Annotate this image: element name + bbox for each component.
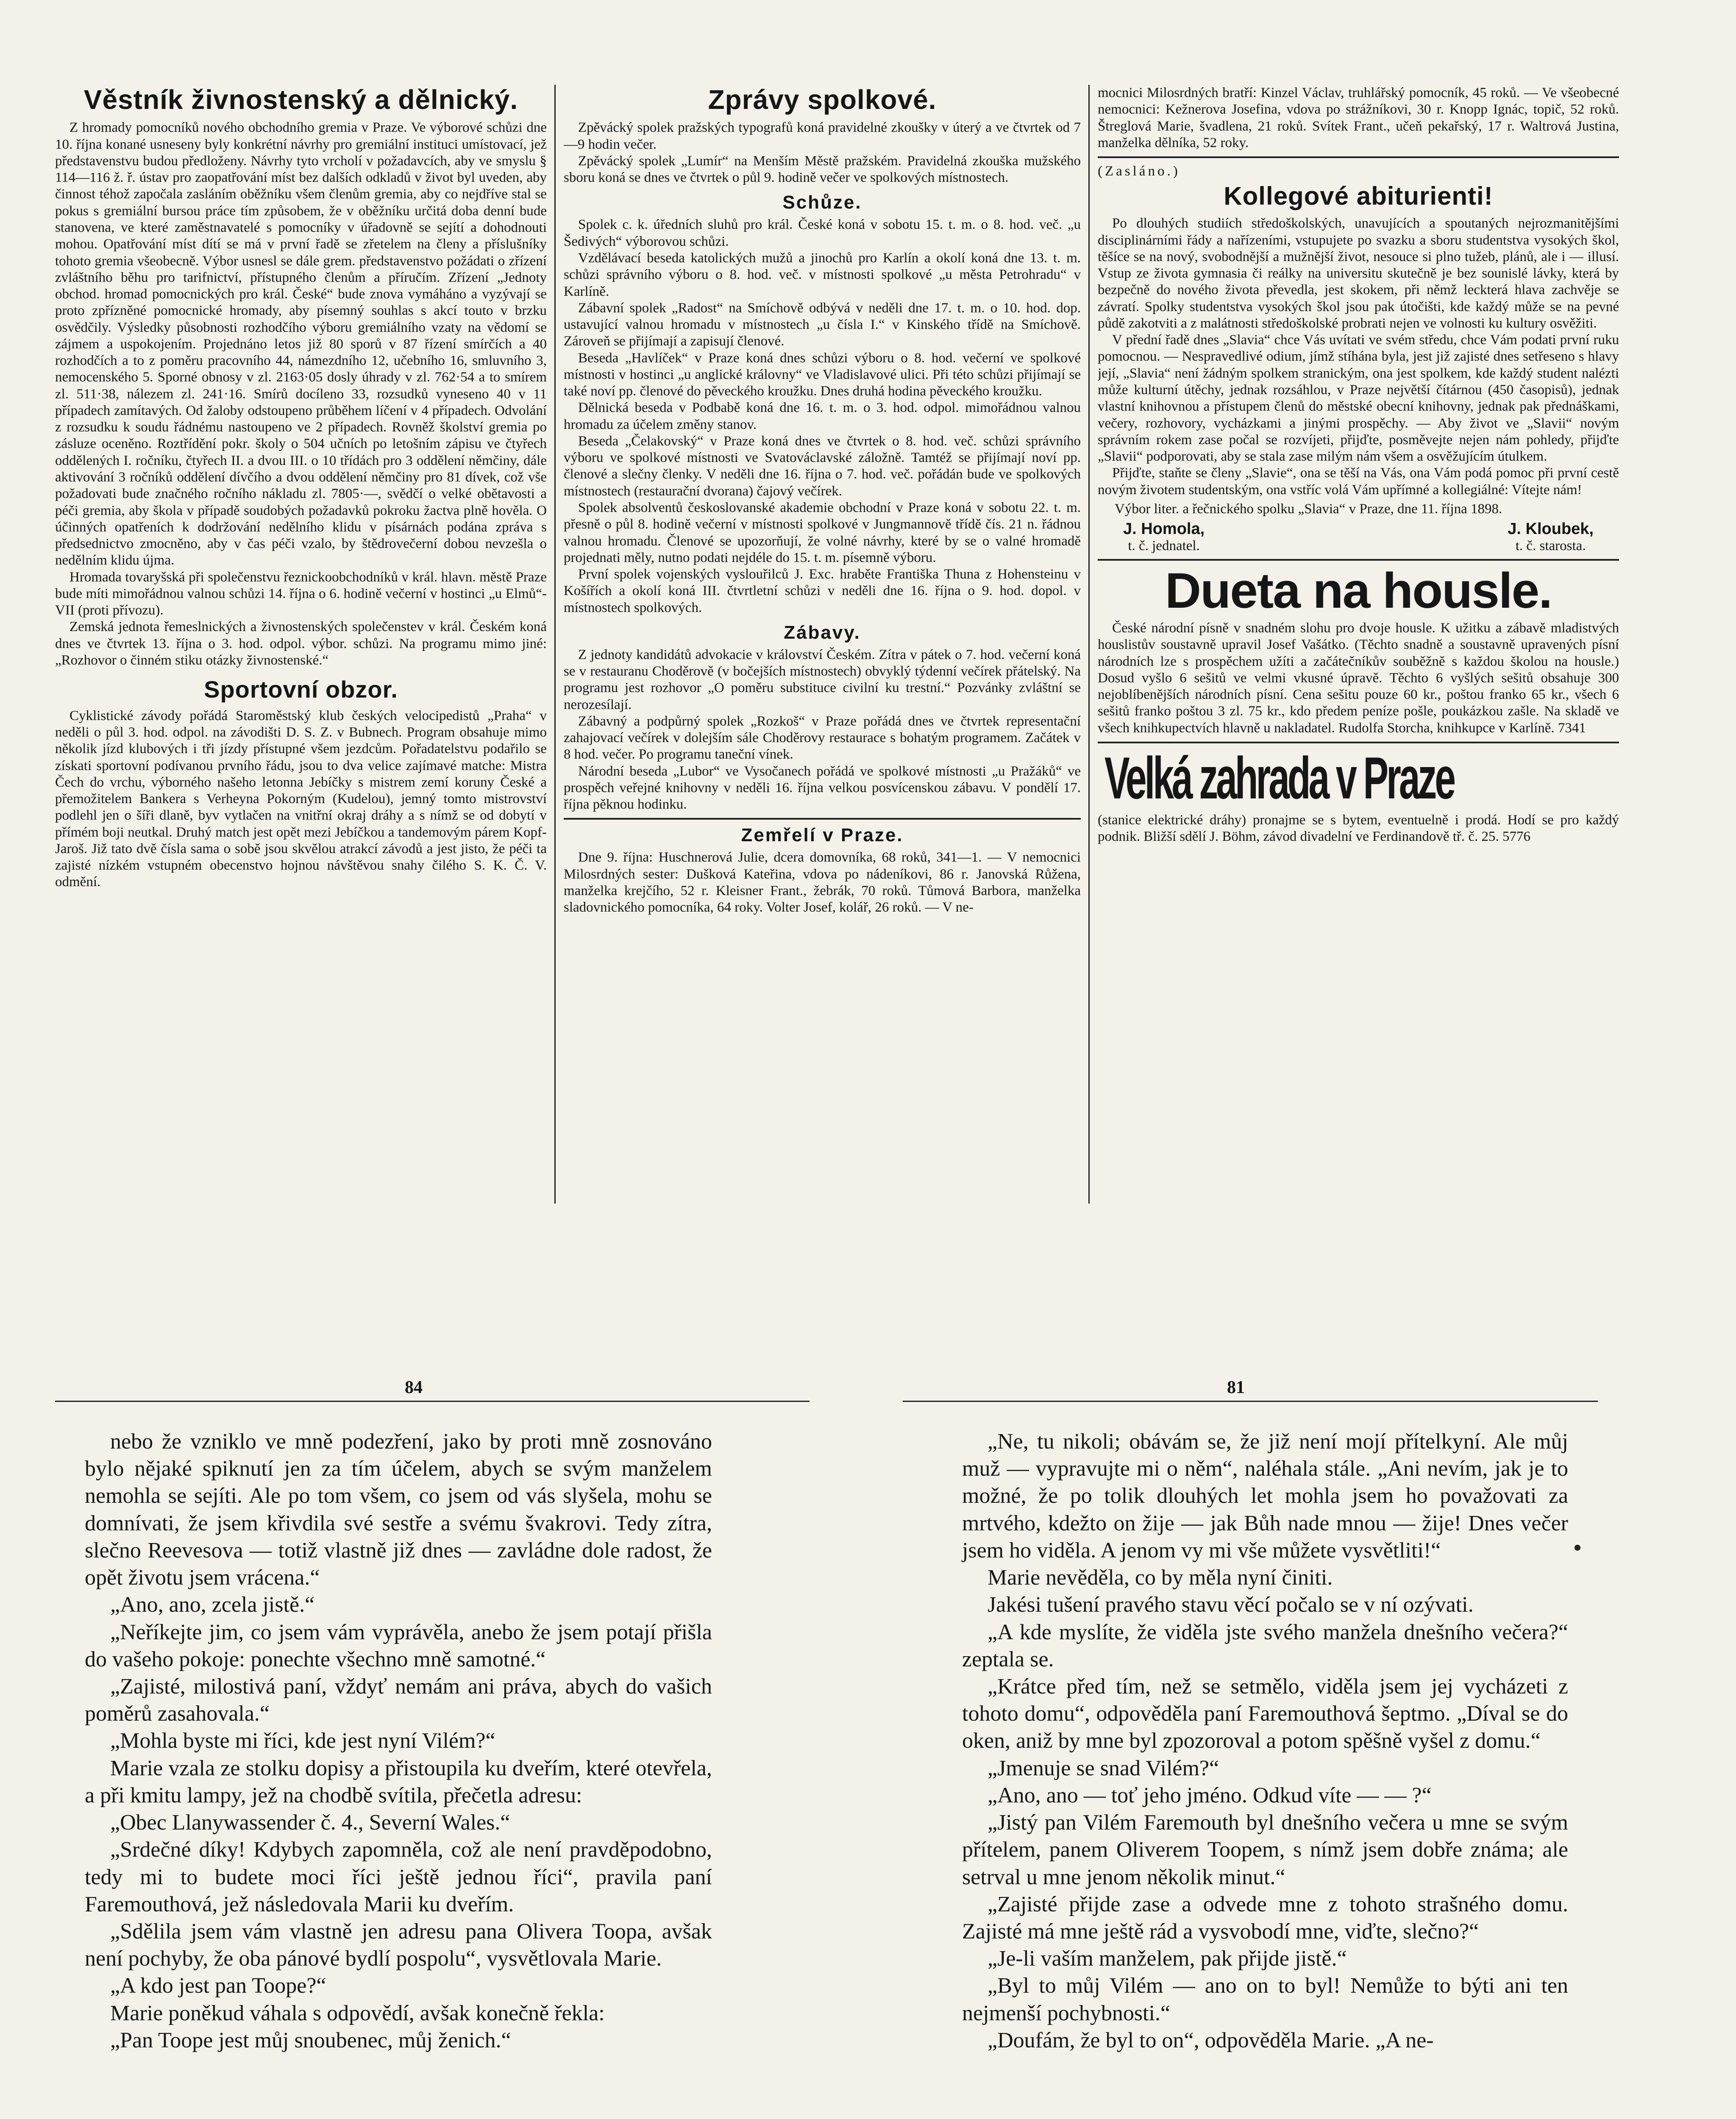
news-paragraph: Národní beseda „Lubor“ ve Vysočanech pořádá ve spolkové místnosti „u Pražáků“ ve prospěch veřejné knihovny v neděli 16. října velkou posvícenskou zábavu. V pondělí 17. října pěknou hodinku. [564, 763, 1081, 812]
news-paragraph: Zábavný a podpůrný spolek „Rozkoš“ v Praze pořádá dnes ve čtvrtek representační zahajovací večírek v dolejším sále Choděrovy restaurace s bohatým programem. Začátek v 8 hod. večer. Po programu taneční vínek. [564, 713, 1081, 762]
news-paragraph: Přijďte, staňte se členy „Slavie“, ona se těší na Vás, ona Vám podá pomoc při první cestě novým životem studentským, ona vstříc volá Vám upřímné a kollegiálné: Vítejte nám! [1098, 465, 1619, 498]
news-paragraph: Hromada tovaryšská při společenstvu řeznickoobchodníků v král. hlavn. městě Praze bude míti mimořádnou valnou schůzi 14. října o 6. hodině večerní v hostinci „u Elmů“-VII (proti přívozu). [55, 569, 547, 618]
signature-right [1508, 520, 1594, 554]
news-paragraph: Zábavní spolek „Radost“ na Smíchově odbývá v neděli dne 17. t. m. o 10. hod. dop. ustavující valnou hromadu v místnostech „u čísla I.“ v Kinského třídě na Smíchově. Zároveň se přijímají a zapisují členové. [564, 300, 1081, 349]
ad-paragraph: (stanice elektrické dráhy) pronajme se s bytem, eventuelně i prodá. Hodí se pro každý podnik. Bližší sdělí J. Böhm, závod divadelní ve Ferdinandově tř. č. 25. 5776 [1098, 812, 1619, 845]
news-paragraph: Z hromady pomocníků nového obchodního gremia v Praze. Ve výborové schůzi dne 10. října konané usneseny byly konkrétní návrhy pro gremiální instituci umístovací, jež představenstvu budou předloženy. Návrhy tyto vrcholí v požadavcích, aby ve smyslu § 114—116 ž. ř. ústav pro zaopatřování míst bez dalších odkladů v život byl uveden, aby činnost téhož započala zasláním oběžníku všem členům gremia, aby co nejdříve stal se pokus s gremiální bursou práce tím způsobem, že v oběžníku určitá doba denní bude stanovena, ve které zaměstnavatelé s pomocníky v úřadovně se sejítí a dohodnouti mohou. Opatřování míst dítí se má v první řadě se zřetelem na členy a příslušníky tohoto gremia všeobecně. Výbor usnesl se dále grem. představenstvo požádati o zřízení zvláštního běhu pro tarifnictví, přístupného členům a příručím. Zřízení „Jednoty obchod. hromad pomocnických pro král. České“ bude znova vymáháno a vyzývají se proto zpřízněné pomocnické hromady, aby písemný souhlas s akcí touto v brzku osvědčily. Výsledky působnosti rozhodčího výboru gremiálního vzaty na vědomí se zájmem a uspokojením. Projednáno letos již 80 sporů v 87 řízení smírčích a 40 rozhodčích a to z poměru pracovního 44, námezdního 12, učebního 16, smluvního 3, nemocenského 5. Sporné obnosy v zl. 2163·05 dosly úhrady v zl. 762·54 a to smírem zl. 511·38, nálezem zl. 241·16. Smírů docíleno 33, rozsudků vyneseno 40 v 11 případech zamítavých. Od žaloby odstoupeno průběhem líčení v 4 případech. Odvolání z rozsudku k soudu řádnému nastoupeno ve 2 případech. Rovněž školství gremia po zásluze oceněno. Roztřídění pokr. školy o 504 učních po letošním zápisu ve čtyřech oddělených I. ročníku, čtyřech II. a dvou III. o 10 třídách pro 3 oddělení němčiny, dále aktivování 3 ročníků oddělení dívčího a dvou oddělení němčiny pro 81 dívek, což vše požadovati bude značného ročního nákladu zl. 7805·—, svědčí o velké obětavosti a péči gremia, aby škola v případě soudobých požadavků pokroku žactva plně hověla. O účinných opatřeních k dodržování nedělního klidu v písárnách podána zpráva s předsednictvo zmocněno, aby v čas péči vzalo, by štědrovečerní dobou nevzešla o nedělním klidu újma. [55, 120, 547, 568]
news-paragraph: Zpěvácký spolek „Lumír“ na Menším Městě pražském. Pravidelná zkouška mužského sboru koná se dnes ve čtvrtek o půl 9. hodině večer ve spolkových místnostech. [564, 153, 1081, 186]
subsection-title-deaths: Zemřelí v Praze. [741, 825, 904, 846]
story-paragraph: Jakési tušení pravého stavu věcí počalo se v ní ozývati. [988, 1593, 1474, 1617]
news-paragraph: Vzdělávací beseda katolických mužů a jinochů pro Karlín a okolí koná dne 13. t. m. schůzi správního výboru o 8. hod. več. v místnosti spolkové „u města Petrohradu“ v Karlíně. [564, 250, 1081, 299]
news-paragraph: Zemská jednota řemeslnických a živnostenských společenstev v král. Českém koná dnes ve čtvrtek 13. října o 3. hod. odpol. výbor. schůzi. Na programu mimo jiné: „Rozhovor o činném stiku otázky živnostenské.“ [55, 619, 547, 668]
page-number-rule [55, 1401, 810, 1402]
news-paragraph: Spolek c. k. úředních sluhů pro král. České koná v sobotu 15. t. m. o 8. hod. več. „u Šedivých“ výborovou schůzi. [564, 217, 1081, 249]
ad-title-garden: Velká zahrada v Praze [1104, 744, 1454, 811]
column-trade-news [55, 85, 547, 1204]
column-announcements [1098, 85, 1619, 1204]
signature-role: t. č. starosta. [1515, 538, 1586, 554]
signature-role: t. č. jednatel. [1128, 538, 1200, 554]
signature-left [1123, 520, 1205, 554]
story-paragraph: Marie nevěděla, co by měla nyní činiti. [988, 1566, 1333, 1590]
divider-line [1098, 156, 1619, 158]
story-paragraph: „Mohla byste mi říci, kde jest nyní Vilém?“ [110, 1729, 495, 1753]
column-divider [1088, 85, 1090, 1204]
story-paragraph: „Ano, ano — toť jeho jméno. Odkud víte — — ?“ [988, 1783, 1432, 1808]
story-paragraph: „Krátce před tím, než se setmělo, viděla jsem jej vycházeti z tohoto domu“, odpověděla paní Faremouthová šeptmo. „Díval se do oken, aniž by mne byl zpozoroval a potom spěšně vyšel z domu.“ [962, 1674, 1568, 1753]
section-title-clubs: Zprávy spolkové. [708, 85, 937, 115]
news-paragraph: mocnici Milosrdných bratří: Kinzel Václav, truhlářský pomocník, 45 roků. — Ve všeobecné nemocnici: Kežnerova Josefina, vdova po strážníkovi, 30 r. Knopp Ignác, topič, 52 roků. Štreglová Marie, švadlena, 21 roků. Svítek Frant., učeň pekařský, 17 r. Waltrová Justina, manželka dělníka, 52 roky. [1098, 85, 1619, 150]
story-paragraph: „Obec Llanywassender č. 4., Severní Wales.“ [110, 1810, 510, 1835]
story-paragraph: „Jistý pan Vilém Faremouth byl dnešního večera u mne se svým přítelem, panem Oliverem Toopem, s nímž jsem dobře známa; ale setrval u mne jenom několik minut.“ [962, 1810, 1568, 1889]
appeal-title: Kollegové abiturienti! [1224, 182, 1493, 211]
page-number-left: 84 [405, 1378, 423, 1397]
subsection-title-meetings: Schůze. [782, 192, 862, 213]
story-paragraph: „Ne, tu nikoli; obávám se, že již není mojí přítelkyní. Ale můj muž — vypravujte mi o něm“, naléhala stále. „Ani nevím, jak je to možné, že po tolik dlouhých let mohla jsem ho považovati za mrtvého, kdežto on žije — jak Bůh nade mnou — žije! Dnes večer jsem ho viděla. A jenom vy mi vše můžete vysvětliti!“ [962, 1429, 1568, 1563]
story-paragraph: „Pan Toope jest můj snoubenec, můj ženich.“ [110, 2028, 511, 2052]
ad-title-violin-duets: Dueta na housle. [1165, 563, 1552, 619]
news-paragraph: Beseda „Čelakovský“ v Praze koná dnes ve čtvrtek o 8. hod. več. schůzi správního výboru ve spolkové místnosti ve Svatováclavské záložně. Tamtéž se přijímají noví pp. členové a slečny členky. V neděli dne 16. října o 7. hod. več. pořádán bude ve spolkových místnostech (restaurační dvorana) čajový večírek. [564, 433, 1081, 499]
subsection-title-entertainment: Zábavy. [784, 622, 861, 643]
section-title-trade: Věstník živnostenský a dělnický. [83, 85, 518, 115]
sent-label: (Zasláno.) [1098, 164, 1180, 179]
news-paragraph: Beseda „Havlíček“ v Praze koná dnes schůzi výboru o 8. hod. večerní ve spolkové místnosti v hostinci „u anglické královny“ ve Vladislavové ulici. Při této schůzi přijímají se také noví pp. členové do pěveckého kroužku. Dnes druhá hodina pěveckého kroužku. [564, 350, 1081, 399]
signature-name: J. Kloubek, [1508, 520, 1594, 538]
page-number-rule [903, 1401, 1598, 1402]
news-paragraph: Dělnická beseda v Podbabě koná dne 16. t. m. o 3. hod. odpol. mimořádnou valnou hromadu za účelem změny stanov. [564, 400, 1081, 432]
column-divider [554, 85, 556, 1204]
news-paragraph: Zpěvácký spolek pražských typografů koná pravidelné zkoušky v úterý a ve čtvrtek od 7—9 hodin večer. [564, 120, 1081, 152]
ink-mark [1575, 1545, 1580, 1551]
divider-line [564, 818, 1081, 820]
column-club-news [564, 85, 1081, 1204]
news-paragraph: Po dlouhých studiích středoškolských, unavujících a spoutaných nejrozmanitějšími disciplinárními řády a nařízeními, vstupujete po svazku a sboru studentstva vysokých škol, těšíce se na nový, svobodnější a mužnější život, nesouce si plno tužeb, plánů, ale i — illusí. Vstup ze života gymnasia či reálky na universitu skutečně je bez sounislé lávky, která by bezpečně do nového života převedla, jest skokem, při němž leckterá hlava zachvěje se závratí. Spolky studentstva vysokých škol jsou pak útočišti, kde každý může se na pevné půdě zakotviti a z malátnosti středoškolské probrati nejen ve volnosti ku kultury osvěžiti. [1098, 216, 1619, 331]
novel-page-right [962, 1428, 1568, 2054]
story-paragraph: „Jmenuje se snad Vilém?“ [988, 1756, 1219, 1780]
news-paragraph: Dne 9. října: Huschnerová Julie, dcera domovníka, 68 roků, 341—1. — V nemocnici Milosrdných sester: Dušková Kateřina, vdova po nádeníkovi, 86 r. Janovská Růžena, manželka krejčího, 52 r. Kleisner Frant., žebrák, 70 roků. Tůmová Barbora, manželka sladovnického pomocníka, 64 roky. Volter Josef, kolář, 26 roků. — V ne- [564, 850, 1081, 915]
story-paragraph: „Sdělila jsem vám vlastně jen adresu pana Olivera Toopa, avšak není pochyby, že oba pánové bydlí pospolu“, vysvětlovala Marie. [85, 1919, 712, 1971]
news-paragraph: Spolek absolventů českoslovanské akademie obchodní v Praze koná v sobotu 22. t. m. přesně o půl 8. hodině večerní v místnosti spolkové v Jungmannově třídě čís. 21 n. řádnou valnou hromadu. Členové se upozorňují, že volné návrhy, které by se o valné hromadě projednati měly, nutno podati nejdéle do 15. t. m. písemně výboru. [564, 500, 1081, 565]
committee-line: Výbor liter. a řečnického spolku „Slavia“ v Praze, dne 11. října 1898. [1115, 501, 1502, 517]
story-paragraph: „Ano, ano, zcela jistě.“ [110, 1593, 315, 1617]
divider-line [1098, 742, 1619, 743]
story-paragraph: „Doufám, že byl to on“, odpověděla Marie. „A ne- [988, 2028, 1434, 2052]
story-paragraph: „A kde myslíte, že viděla jste svého manžela dnešního večera?“ zeptala se. [962, 1620, 1568, 1671]
story-paragraph: nebo že vzniklo ve mně podezření, jako by proti mně zosnováno bylo nějaké spiknutí jen za tím účelem, abych se svým manželem nemohla se sejíti. Ale po tom všem, co jsem od vás slyšela, mohu se domnívati, že jsem křivdila své sestře a svému švakrovi. Tedy zítra, slečno Reevesova — totiž vlastně již dnes — zavládne dole radost, že opět životu jsem vrácena.“ [85, 1429, 712, 1590]
story-paragraph: Marie poněkud váhala s odpovědí, avšak konečně řekla: [110, 2001, 605, 2025]
story-paragraph: „Zajisté, milostivá paní, vždyť nemám ani práva, abych do vašich poměrů zasahovala.“ [85, 1674, 712, 1726]
news-paragraph: Z jednoty kandidátů advokacie v království Českém. Zítra v pátek o 7. hod. večerní koná se v restauranu Choděrově (v bočejších místnostech) obvyklý týdenní večírek přátelský. Na programu jest rozhovor „O poměru substituce civilní ku trestní.“ Pozvánky zvláštní se nerozesílají. [564, 647, 1081, 712]
signatures [1098, 520, 1619, 554]
page-number-right: 81 [1227, 1378, 1245, 1397]
story-paragraph: „Je-li vaším manželem, pak přijde jistě.“ [988, 1947, 1347, 1971]
news-paragraph: První spolek vojenských vyslouřilců J. Exc. hraběte Františka Thuna z Hohensteinu v Košířích a okolí koná III. čtvrtletní schůzi v neděli dne 16. října o 9. hod. dopol. v místnostech spolkových. [564, 567, 1081, 615]
news-paragraph: Cyklistické závody pořádá Staroměstský klub českých velocipedistů „Praha“ v neděli o půl 3. hod. odpol. na závodišti D. S. Z. v Bubnech. Program obsahuje mimo několik jízd klubových i tři jízdy přístupné všem jezdcům. Pořadatelstvu podařilo se získati sportovní podívanou prvního řádu, jsou to dva velice zajímavé matche: Mistra Čech do vrchu, výborného našeho letonna Jebíčky s mistrem zemí koruny České a přemožitelem Bankera s Verheyna Pokorným (Kudelou), jemný tomto mistrovství podlehl jen o šíři dlaně, byv vytlačen na vnitřní okraj dráhy a s nímž se od dobytí v přímém boji neutkal. Druhý match jest opět mezi Jebíčkou a tandemovým párem Kopf-Jaroš. Již tato dvě čísla sama o sobě jsou skvělou atrakcí závodů a jest jisto, že péči ta zajisté nízkém vstupném obecenstvo hojnou návštěvou snahy čilého S. K. Č. V. odmění. [55, 708, 547, 890]
novel-page-left [85, 1428, 712, 2054]
ad-paragraph: České národní písně v snadném slohu pro dvoje housle. K užitku a zábavě mladistvých houslistův soustavně upravil Josef Vašátko. (Těchto snadně a soustavně upravených písní národních lze s prospěchem užíti a začátečníkův souběžně s každou školou na housle.) Dosud vyšlo 6 sešitů ve velmi vkusné úpravě. Těchto 6 vyšlých sešitů obsahuje 300 nejoblíbenějších národních písní. Cena sešitu pouze 60 kr., poštou franko 65 kr., všech 6 sešitů franko poštou 3 zl. 75 kr., kdo předem peníze pošle, poukázkou zašle. Na skladě ve všech knihkupectvích hlavně u nakladatel. Rudolfa Storcha, knihkupce v Karlíně. 7341 [1098, 620, 1619, 736]
story-paragraph: „Zajisté přijde zase a odvede mne z tohoto strašného domu. Zajisté má mne ještě rád a vysvobodí mne, viďte, slečno?“ [962, 1892, 1568, 1944]
section-title-sport: Sportovní obzor. [204, 676, 398, 703]
story-paragraph: Marie vzala ze stolku dopisy a přistoupila ku dveřím, které otevřela, a při kmitu lampy, jež na chodbě svítila, přečetla adresu: [85, 1756, 712, 1808]
story-paragraph: „Byl to můj Vilém — ano on to byl! Nemůže to býti ani ten nejmenší pochybnosti.“ [962, 1974, 1568, 2025]
story-paragraph: „Neříkejte jim, co jsem vám vyprávěla, anebo že jsem potají přišla do vašeho pokoje: ponechte všechno mně samotné.“ [85, 1620, 712, 1671]
story-paragraph: „Srdečné díky! Kdybych zapomněla, což ale není pravděpodobno, tedy mi to budete moci říci ještě jednou říci“, pravila paní Faremouthová, jež následovala Marii ku dveřím. [85, 1838, 712, 1916]
divider-line [1098, 559, 1619, 561]
news-paragraph: V přední řadě dnes „Slavia“ chce Vás uvítati ve svém středu, chce Vám podati první ruku pomocnou. — Nespravedlivé odium, jímž stíhána byla, jest již zajisté dnes setřeseno s hlavy její, „Slavia“ není žádným spolkem stranickým, ona jest spolkem, kde každý student nalézti může kulturní útěchy, jednak rozsáhlou, v Praze největší čítárnou (450 časopisů), jednak vlastní knihovnou a přístupem členů do městské obecní knihovny, jednak pak přednáškami, večery, rozhovory, vycházkami a jinými prospěchy. — Aby život ve „Slavii“ novým správním rokem zase počal se rozvíjeti, přijďte, posměvejte nejen nám pohledy, přijďte „Slavii“ podporovati, aby se stala zase milým nám všem a osvěžujícím útulkem. [1098, 332, 1619, 464]
story-paragraph: „A kdo jest pan Toope?“ [110, 1974, 326, 1998]
signature-name: J. Homola, [1123, 520, 1205, 538]
